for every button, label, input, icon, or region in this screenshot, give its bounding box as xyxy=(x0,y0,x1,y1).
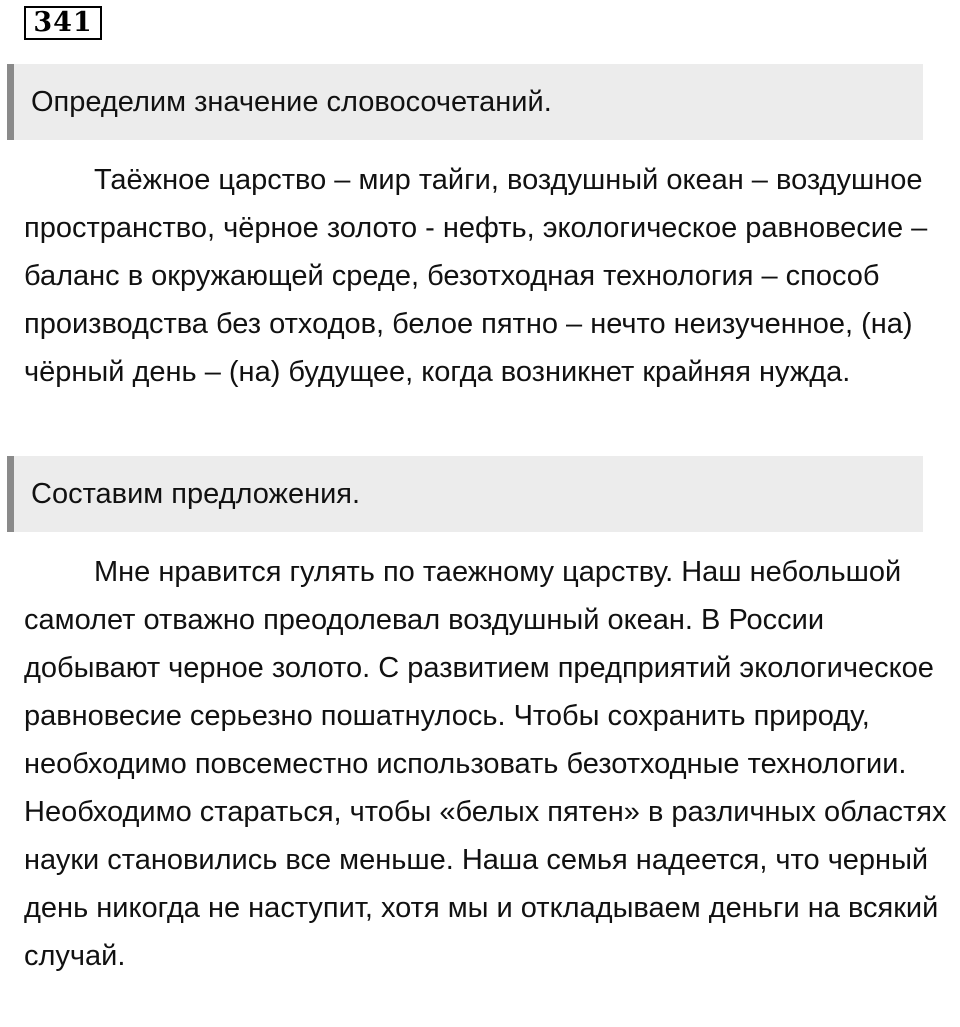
meanings-paragraph: Таёжное царство – мир тайги, воздушный океан – воздушное пространство, чёрное золото - нефть, экологическое равновесие – баланс в окружающей среде, безотходная технология – способ производства без отходов, белое пятно – нечто неизученное, (на) чёрный день – (на) будущее, когда возникнет крайняя нужда. xyxy=(24,164,928,388)
sentences-paragraph: Мне нравится гулять по таежному царству. Наш небольшой самолет отважно преодолевал воздушный океан. В России добывают черное золото. С развитием предприятий экологическое равновесие серьезно пошатнулось. Чтобы сохранить природу, необходимо повсеместно использовать безотходные технологии. Необходимо стараться, чтобы «белых пятен» в различных областях науки становились все меньше. Наша семья надеется, что черный день никогда не наступит, хотя мы и откладываем деньги на всякий случай. xyxy=(24,556,947,972)
section-header-sentences: Составим предложения. xyxy=(7,456,923,532)
section-header-meanings: Определим значение словосочетаний. xyxy=(7,64,923,140)
task-number-box: 341 xyxy=(24,6,102,40)
